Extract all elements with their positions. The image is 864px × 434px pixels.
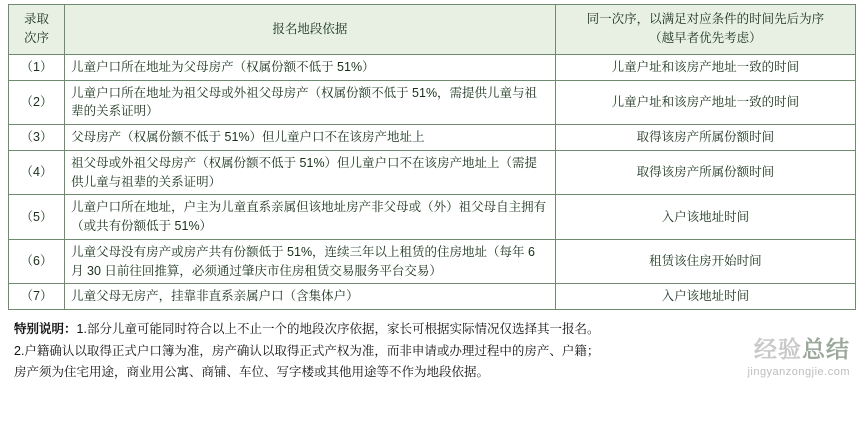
header-basis: 报名地段依据 (65, 5, 556, 55)
row-order: （3） (9, 125, 65, 151)
note-line-2: 2.户籍确认以取得正式户口簿为准，房产确认以取得正式产权为准，而非申请或办理过程中的房产、户籍； (14, 343, 600, 358)
header-time: 同一次序，以满足对应条件的时间先后为序 （越早者优先考虑） (555, 5, 855, 55)
row-order: （4） (9, 150, 65, 195)
table-row (9, 54, 856, 80)
watermark-main-accent: 总结 (802, 337, 850, 364)
row-time: 儿童户址和该房产地址一致的时间 (555, 80, 855, 125)
header-order: 录取 次序 (9, 5, 65, 55)
row-order: （6） (9, 239, 65, 284)
row-basis: 儿童户口所在地址为父母房产（权属份额不低于 51%） (65, 54, 556, 80)
table-row (9, 195, 856, 240)
table-body (9, 54, 856, 309)
admission-order-table (8, 4, 856, 310)
note-text-1: 1.部分儿童可能同时符合以上不止一个的地段次序依据，家长可根据实际情况仅选择其一报名。 (76, 322, 600, 336)
table-row (9, 284, 856, 310)
table-header-row (9, 5, 856, 55)
table-row (9, 125, 856, 151)
row-basis: 祖父母或外祖父母房产（权属份额不低于 51%）但儿童户口不在该房产地址上（需提供儿童与祖辈的关系证明） (65, 150, 556, 195)
note-line-1 (14, 319, 850, 341)
note-label: 特别说明： (14, 322, 77, 336)
row-time: 入户该地址时间 (555, 284, 855, 310)
watermark-main-prefix: 经验 (754, 337, 802, 364)
row-time: 取得该房产所属份额时间 (555, 125, 855, 151)
watermark-sub: jingyanzongjie.com (747, 365, 850, 378)
row-time: 租赁该住房开始时间 (555, 239, 855, 284)
row-order: （7） (9, 284, 65, 310)
table-row (9, 80, 856, 125)
table-header (9, 5, 856, 55)
row-basis: 儿童父母无房产，挂靠非直系亲属户口（含集体户） (65, 284, 556, 310)
row-time: 儿童户址和该房产地址一致的时间 (555, 54, 855, 80)
row-order: （5） (9, 195, 65, 240)
row-basis: 儿童户口所在地址为祖父母或外祖父母房产（权属份额不低于 51%，需提供儿童与祖辈的关系证明） (65, 80, 556, 125)
row-order: （2） (9, 80, 65, 125)
row-time: 入户该地址时间 (555, 195, 855, 240)
row-basis: 父母房产（权属份额不低于 51%）但儿童户口不在该房产地址上 (65, 125, 556, 151)
special-notes (8, 319, 856, 384)
row-basis: 儿童户口所在地址，户主为儿童直系亲属但该地址房产非父母或（外）祖父母自主拥有（或共有份额低于 51%） (65, 195, 556, 240)
table-row (9, 150, 856, 195)
row-basis: 儿童父母没有房产或房产共有份额低于 51%，连续三年以上租赁的住房地址（每年 6 月 30 日前往回推算，必须通过肇庆市住房租赁交易服务平台交易） (65, 239, 556, 284)
row-time: 取得该房产所属份额时间 (555, 150, 855, 195)
note-line-3: 房产须为住宅用途，商业用公寓、商铺、车位、写字楼或其他用途等不作为地段依据。 (14, 365, 490, 379)
row-order: （1） (9, 54, 65, 80)
table-row (9, 239, 856, 284)
